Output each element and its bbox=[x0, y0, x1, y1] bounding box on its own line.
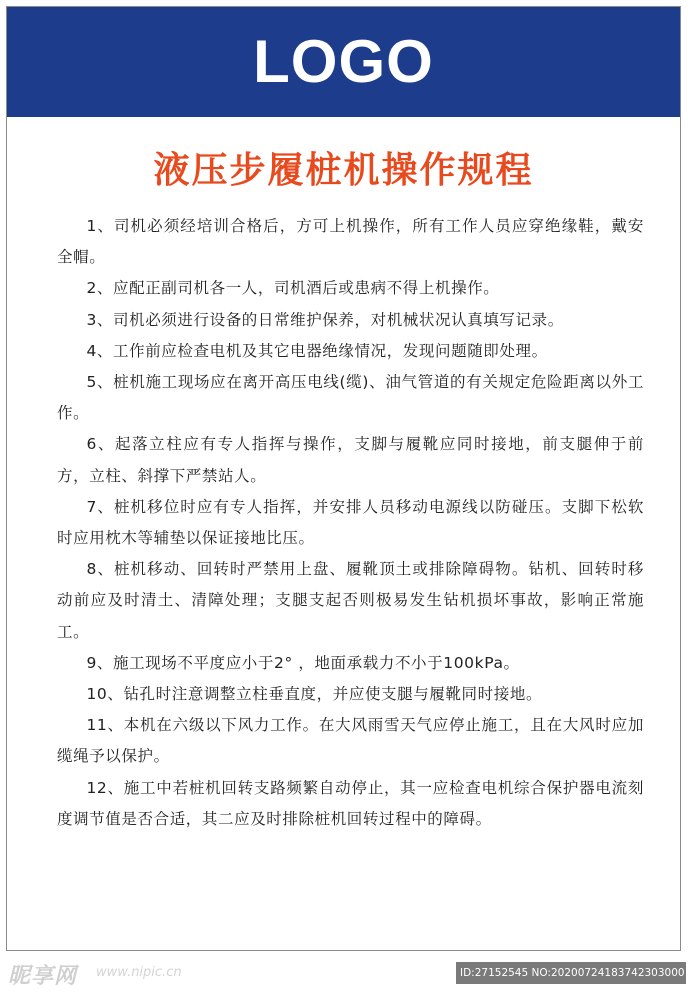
watermark-logo: 昵享网 bbox=[8, 964, 78, 989]
rule-item: 3、司机必须进行设备的日常维护保养，对机械状况认真填写记录。 bbox=[86, 310, 564, 329]
rule-item: 8、桩机移动、回转时严禁用上盘、履靴顶土或排除障碍物。钻机、回转时移动前应及时清土、清障处理；支腿支起否则极易发生钻机损坏事故，影响正常施工。 bbox=[57, 560, 644, 641]
rules-list bbox=[7, 211, 680, 835]
rule-item: 10、钻孔时注意调整立柱垂直度，并应使支腿与履靴同时接地。 bbox=[86, 685, 543, 704]
rule-item: 9、施工现场不平度应小于2° ，地面承载力不小于100kPa。 bbox=[86, 653, 520, 672]
safety-poster bbox=[6, 6, 681, 951]
poster-title: 液压步履桩机操作规程 bbox=[153, 150, 534, 191]
logo-header-band bbox=[7, 7, 680, 117]
rule-item: 2、应配正副司机各一人，司机酒后或患病不得上机操作。 bbox=[86, 279, 500, 298]
rule-item: 4、工作前应检查电机及其它电器绝缘情况，发现问题随即处理。 bbox=[86, 341, 548, 360]
rule-item: 6、起落立柱应有专人指挥与操作，支脚与履靴应同时接地，前支腿伸于前方，立柱、斜撑下严禁站人。 bbox=[57, 435, 644, 485]
image-id-strip: ID:27152545 NO:20200724183742303000 bbox=[456, 962, 686, 984]
footer-bar bbox=[0, 955, 693, 993]
logo: LOGO bbox=[253, 28, 434, 95]
rule-item: 7、桩机移位时应有专人指挥，并安排人员移动电源线以防碰压。支脚下松软时应用枕木等辅垫以保证接地比压。 bbox=[57, 497, 644, 548]
rule-item: 1、司机必须经培训合格后，方可上机操作，所有工作人员应穿绝缘鞋，戴安全帽。 bbox=[57, 217, 644, 267]
rule-item: 5、桩机施工现场应在离开高压电线(缆)、油气管道的有关规定危险距离以外工作。 bbox=[57, 373, 644, 423]
rule-item: 11、本机在六级以下风力工作。在大风雨雪天气应停止施工，且在大风时应加缆绳予以保护。 bbox=[57, 716, 644, 766]
rule-item: 12、施工中若桩机回转支路频繁自动停止，其一应检查电机综合保护器电流刻度调节值是否合适，其二应及时排除桩机回转过程中的障碍。 bbox=[57, 778, 644, 828]
watermark-url: www.nipic.cn bbox=[96, 965, 182, 980]
